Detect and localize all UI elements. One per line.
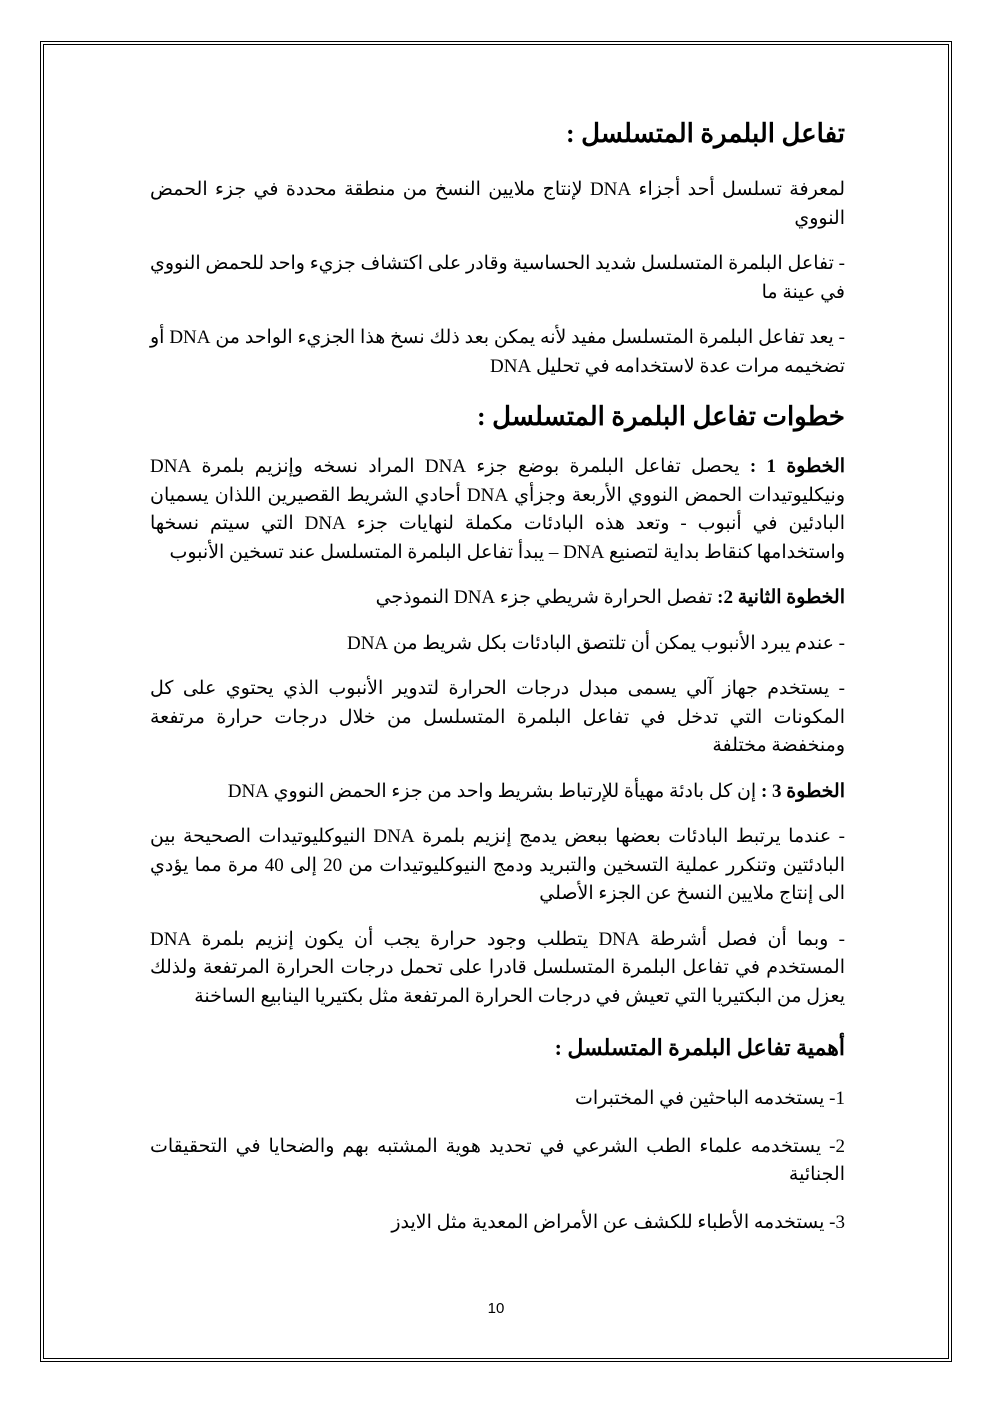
page-number: 10 <box>487 1300 505 1317</box>
step-3-label: الخطوة 3 : <box>760 780 845 802</box>
paragraph-step-3 <box>150 778 845 807</box>
paragraph-primer-binding: - عندما يرتبط البادئات بعضها ببعض يدمج إنزيم بلمرة DNA النيوكليوتيدات الصحيحة بين البادئتين وتنكرر عملية التسخين والتبريد ودمج النيوكليوتيدات من 20 إلى 40 مرة مما يؤدي الى إنتاج ملايين النسخ عن الجزء الأصلي <box>150 826 846 904</box>
importance-item: 1- يستخدمه الباحثين في المختبرات <box>574 1088 845 1109</box>
paragraph-thermal-cycler: - يستخدم جهاز آلي يسمى مبدل درجات الحرارة لتدوير الأنبوب الذي يحتوي على كل المكونات التي تدخل في تفاعل البلمرة المتسلسل من خلال درجات حرارة مرتفعة ومنخفضة مختلفة <box>150 678 845 756</box>
section-heading-pcr-steps: خطوات تفاعل البلمرة المتسلسل : <box>476 402 845 431</box>
step-1-text: يحصل تفاعل البلمرة بوضع جزء DNA المراد نسخه وإنزيم بلمرة DNA ونيكليوتيدات الحمض النووي الأربعة وجزأي DNA أحادي الشريط القصيرين اللذان يسميان البادئين في أنبوب - وتعد هذه البادئات مكملة لنهايات جزء DNA التي سيتم نسخها واستخدامها كنقاط بداية لتصنيع DNA – يبدأ تفاعل البلمرة المتسلسل عند تسخين الأنبوب <box>150 456 845 563</box>
section-heading-pcr: تفاعل البلمرة المتسلسل : <box>566 119 845 148</box>
paragraph-pcr-purpose: لمعرفة تسلسل أحد أجزاء DNA لإنتاج ملايين النسخ من منطقة محددة في جزء الحمض النووي <box>150 179 845 229</box>
paragraph-pcr-sensitivity: - تفاعل البلمرة المتسلسل شديد الحساسية وقادر على اكتشاف جزيء واحد للحمض النووي في عينة ما <box>150 253 845 303</box>
step-1-label: الخطوة 1 : <box>749 456 846 477</box>
step-2-text: تفصل الحرارة شريطي جزء DNA النموذجي <box>375 587 713 608</box>
paragraph-step-2 <box>150 584 845 613</box>
section-heading-pcr-importance: أهمية تفاعل البلمرة المتسلسل : <box>554 1035 845 1060</box>
paragraph-pcr-amplification: - يعد تفاعل البلمرة المتسلسل مفيد لأنه يمكن بعد ذلك نسخ هذا الجزيء الواحد من DNA أو تضخيمه مرات عدة لاستخدامه في تحليل DNA <box>150 327 845 377</box>
step-2-label: الخطوة الثانية 2: <box>717 587 845 608</box>
step-3-text: إن كل بادئة مهيأة للإرتباط بشريط واحد من جزء الحمض النووي DNA <box>227 780 757 802</box>
importance-item: 2- يستخدمه علماء الطب الشرعي في تحديد هوية المشتبه بهم والضحايا في التحقيقات الجنائية <box>150 1135 845 1185</box>
importance-item: 3- يستخدمه الأطباء للكشف عن الأمراض المعدية مثل الايدز <box>391 1211 845 1233</box>
paragraph-heat-stable-enzyme: - وبما أن فصل أشرطة DNA يتطلب وجود حرارة يجب أن يكون إنزيم بلمرة DNA المستخدم في تفاعل البلمرة المتسلسل قادرا على تحمل درجات الحرارة المرتفعة ولذلك يعزل من البكتيريا التي تعيش في درجات الحرارة المرتفعة مثل بكتيريا الينابيع الساخنة <box>150 928 845 1007</box>
paragraph-step-1 <box>150 453 845 567</box>
paragraph-cooling: - عندم يبرد الأنبوب يمكن أن تلتصق البادئات بكل شريط من DNA <box>346 632 845 654</box>
document-body <box>150 112 845 1237</box>
